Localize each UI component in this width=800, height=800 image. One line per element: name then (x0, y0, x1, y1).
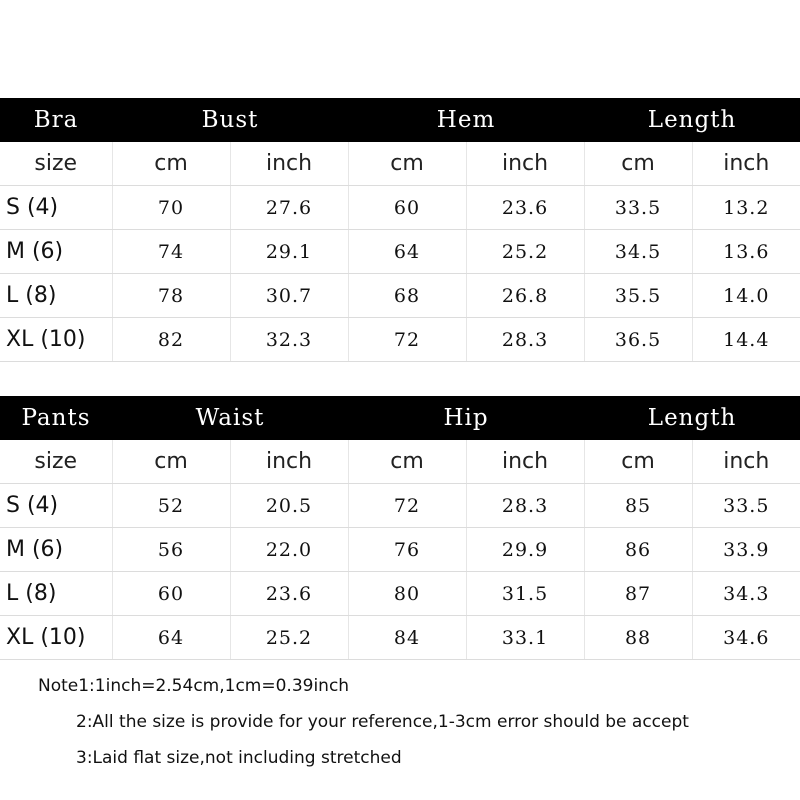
bra-subheader-cell: inch (466, 142, 584, 186)
value-cell: 30.7 (230, 274, 348, 318)
value-cell: 14.4 (692, 318, 800, 362)
value-cell: 84 (348, 616, 466, 660)
value-cell: 23.6 (230, 572, 348, 616)
value-cell: 34.3 (692, 572, 800, 616)
value-cell: 33.9 (692, 528, 800, 572)
value-cell: 34.6 (692, 616, 800, 660)
pants-header-waist: Waist (112, 396, 348, 440)
pants-subheader-cell: size (0, 440, 112, 484)
value-cell: 85 (584, 484, 692, 528)
value-cell: 29.9 (466, 528, 584, 572)
size-cell: M (6) (0, 528, 112, 572)
bra-header-row (0, 98, 800, 142)
value-cell: 35.5 (584, 274, 692, 318)
pants-subheader-cell: inch (230, 440, 348, 484)
value-cell: 33.1 (466, 616, 584, 660)
note-reference: 2:All the size is provide for your reference,1-3cm error should be accept (76, 712, 689, 732)
size-cell: S (4) (0, 484, 112, 528)
size-cell: S (4) (0, 186, 112, 230)
value-cell: 28.3 (466, 484, 584, 528)
value-cell: 60 (348, 186, 466, 230)
table-row (0, 528, 800, 572)
note-laid-flat: 3:Laid flat size,not including stretched (76, 748, 402, 768)
pants-header-hip: Hip (348, 396, 584, 440)
bra-subheader-row (0, 142, 800, 186)
table-row (0, 484, 800, 528)
bra-subheader-cell: inch (692, 142, 800, 186)
size-cell: L (8) (0, 572, 112, 616)
size-cell: XL (10) (0, 318, 112, 362)
value-cell: 13.2 (692, 186, 800, 230)
bra-header-hem: Hem (348, 98, 584, 142)
bra-subheader-cell: size (0, 142, 112, 186)
value-cell: 14.0 (692, 274, 800, 318)
value-cell: 29.1 (230, 230, 348, 274)
pants-subheader-row (0, 440, 800, 484)
value-cell: 72 (348, 484, 466, 528)
value-cell: 27.6 (230, 186, 348, 230)
value-cell: 70 (112, 186, 230, 230)
table-row (0, 616, 800, 660)
bra-header-length: Length (584, 98, 800, 142)
value-cell: 31.5 (466, 572, 584, 616)
table-row (0, 186, 800, 230)
value-cell: 33.5 (584, 186, 692, 230)
value-cell: 87 (584, 572, 692, 616)
bra-header-bust: Bust (112, 98, 348, 142)
value-cell: 28.3 (466, 318, 584, 362)
value-cell: 76 (348, 528, 466, 572)
value-cell: 60 (112, 572, 230, 616)
size-cell: L (8) (0, 274, 112, 318)
value-cell: 25.2 (230, 616, 348, 660)
value-cell: 13.6 (692, 230, 800, 274)
value-cell: 32.3 (230, 318, 348, 362)
value-cell: 74 (112, 230, 230, 274)
value-cell: 25.2 (466, 230, 584, 274)
value-cell: 86 (584, 528, 692, 572)
note-conversion: Note1:1inch=2.54cm,1cm=0.39inch (38, 676, 350, 696)
size-cell: XL (10) (0, 616, 112, 660)
table-row (0, 230, 800, 274)
value-cell: 64 (348, 230, 466, 274)
bra-header-category: Bra (0, 98, 112, 142)
value-cell: 78 (112, 274, 230, 318)
value-cell: 34.5 (584, 230, 692, 274)
value-cell: 56 (112, 528, 230, 572)
value-cell: 33.5 (692, 484, 800, 528)
bra-subheader-cell: cm (112, 142, 230, 186)
pants-subheader-cell: cm (348, 440, 466, 484)
value-cell: 80 (348, 572, 466, 616)
value-cell: 88 (584, 616, 692, 660)
pants-header-length: Length (584, 396, 800, 440)
bra-subheader-cell: cm (584, 142, 692, 186)
table-row (0, 572, 800, 616)
pants-size-table (0, 396, 800, 660)
bra-subheader-cell: cm (348, 142, 466, 186)
value-cell: 22.0 (230, 528, 348, 572)
pants-subheader-cell: cm (112, 440, 230, 484)
value-cell: 82 (112, 318, 230, 362)
value-cell: 26.8 (466, 274, 584, 318)
value-cell: 72 (348, 318, 466, 362)
pants-header-row (0, 396, 800, 440)
table-row (0, 274, 800, 318)
pants-subheader-cell: inch (466, 440, 584, 484)
value-cell: 20.5 (230, 484, 348, 528)
pants-header-category: Pants (0, 396, 112, 440)
bra-size-table (0, 98, 800, 362)
size-cell: M (6) (0, 230, 112, 274)
value-cell: 68 (348, 274, 466, 318)
pants-subheader-cell: inch (692, 440, 800, 484)
pants-subheader-cell: cm (584, 440, 692, 484)
value-cell: 64 (112, 616, 230, 660)
value-cell: 52 (112, 484, 230, 528)
bra-subheader-cell: inch (230, 142, 348, 186)
table-row (0, 318, 800, 362)
value-cell: 36.5 (584, 318, 692, 362)
value-cell: 23.6 (466, 186, 584, 230)
